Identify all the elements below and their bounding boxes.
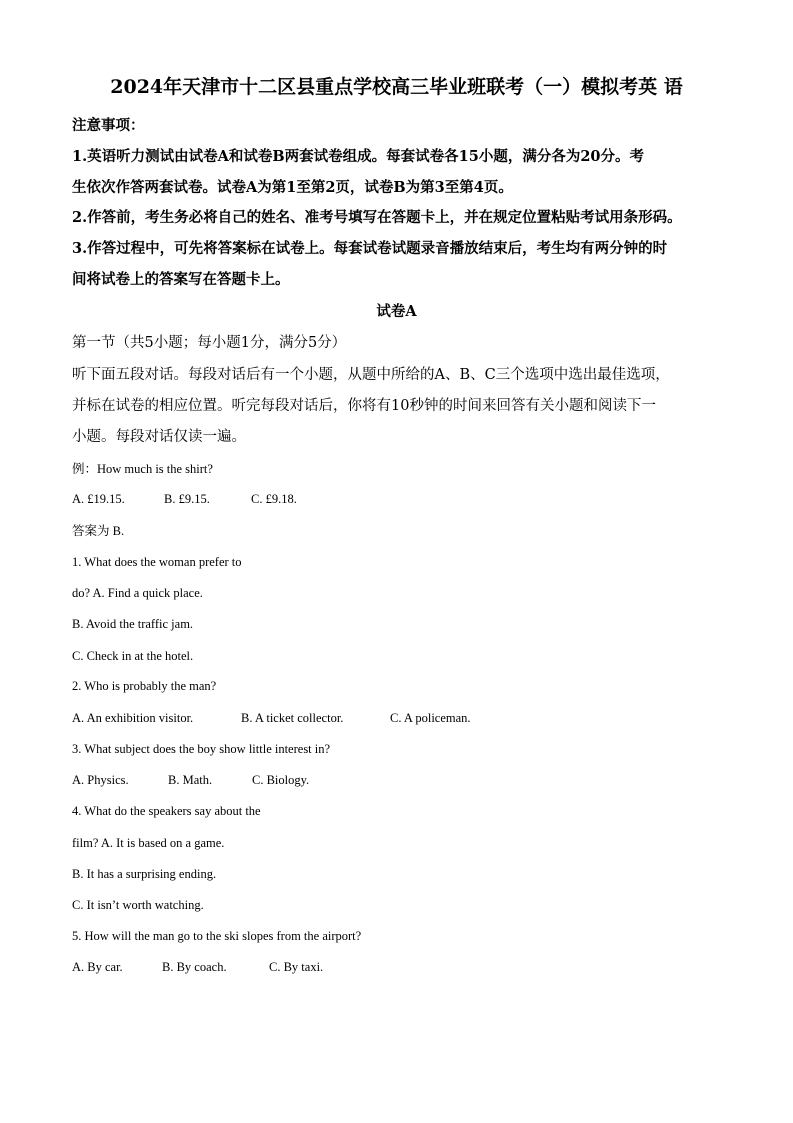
option: B. A ticket collector.: [241, 711, 344, 725]
option: A. By car.: [72, 960, 123, 974]
option: B. It has a surprising ending.: [72, 867, 217, 881]
option: A. £19.15.: [72, 492, 125, 506]
question-3-options: [72, 771, 309, 789]
option: C. By taxi.: [269, 960, 324, 974]
paper-title: 试卷A: [376, 303, 417, 320]
example-options: [72, 490, 297, 508]
instructions-line: 并标在试卷的相应位置。听完每段对话后，你将有10秒钟的时间来回答有关小题和阅读下一: [72, 398, 656, 414]
part-heading: 第一节（共5小题；每小题1分，满分5分）: [72, 335, 347, 351]
example-question: 例：How much is the shirt?: [72, 462, 213, 476]
question-5-options: [72, 958, 323, 976]
exam-title: 2024年天津市十二区县重点学校高三毕业班联考（一）模拟考英 语: [110, 76, 683, 98]
question-1: 1. What does the woman prefer to: [72, 555, 242, 569]
question-2-options: [72, 709, 471, 727]
option: A. Physics.: [72, 773, 129, 787]
question-4: 4. What do the speakers say about the: [72, 804, 261, 818]
option: B. £9.15.: [164, 492, 210, 506]
option: C. Check in at the hotel.: [72, 649, 194, 663]
question-1-cont: do? A. Find a quick place.: [72, 586, 203, 600]
notice-line: 1.英语听力测试由试卷A和试卷B两套试卷组成。每套试卷各15小题，满分各为20分。考: [72, 148, 644, 165]
notice-line: 3.作答过程中，可先将答案标在试卷上。每套试卷试题录音播放结束后，考生均有两分钟的时: [72, 240, 668, 257]
instructions-line: 听下面五段对话。每段对话后有一个小题，从题中所给的A、B、C三个选项中选出最佳选项，: [72, 367, 670, 383]
option: B. Avoid the traffic jam.: [72, 617, 194, 631]
option: B. Math.: [168, 773, 213, 787]
question-3: 3. What subject does the boy show little interest in?: [72, 742, 331, 756]
option: C. It isn’t worth watching.: [72, 898, 204, 912]
notice-line: 间将试卷上的答案写在答题卡上。: [72, 271, 290, 288]
option: C. £9.18.: [251, 492, 297, 506]
option: B. By coach.: [162, 960, 227, 974]
notice-line: 2.作答前，考生务必将自己的姓名、准考号填写在答题卡上，并在规定位置粘贴考试用条形码。: [72, 209, 682, 226]
option: C. Biology.: [252, 773, 310, 787]
notice-heading: 注意事项：: [72, 117, 145, 134]
option: A. An exhibition visitor.: [72, 711, 194, 725]
example-answer: 答案为 B.: [72, 524, 125, 538]
question-5: 5. How will the man go to the ski slopes from the airport?: [72, 929, 362, 943]
notice-line: 生依次作答两套试卷。试卷A为第1至第2页，试卷B为第3至第4页。: [72, 179, 513, 196]
option: C. A policeman.: [390, 711, 471, 725]
question-2: 2. Who is probably the man?: [72, 679, 217, 693]
instructions-line: 小题。每段对话仅读一遍。: [72, 429, 246, 445]
question-4-cont: film? A. It is based on a game.: [72, 836, 225, 850]
